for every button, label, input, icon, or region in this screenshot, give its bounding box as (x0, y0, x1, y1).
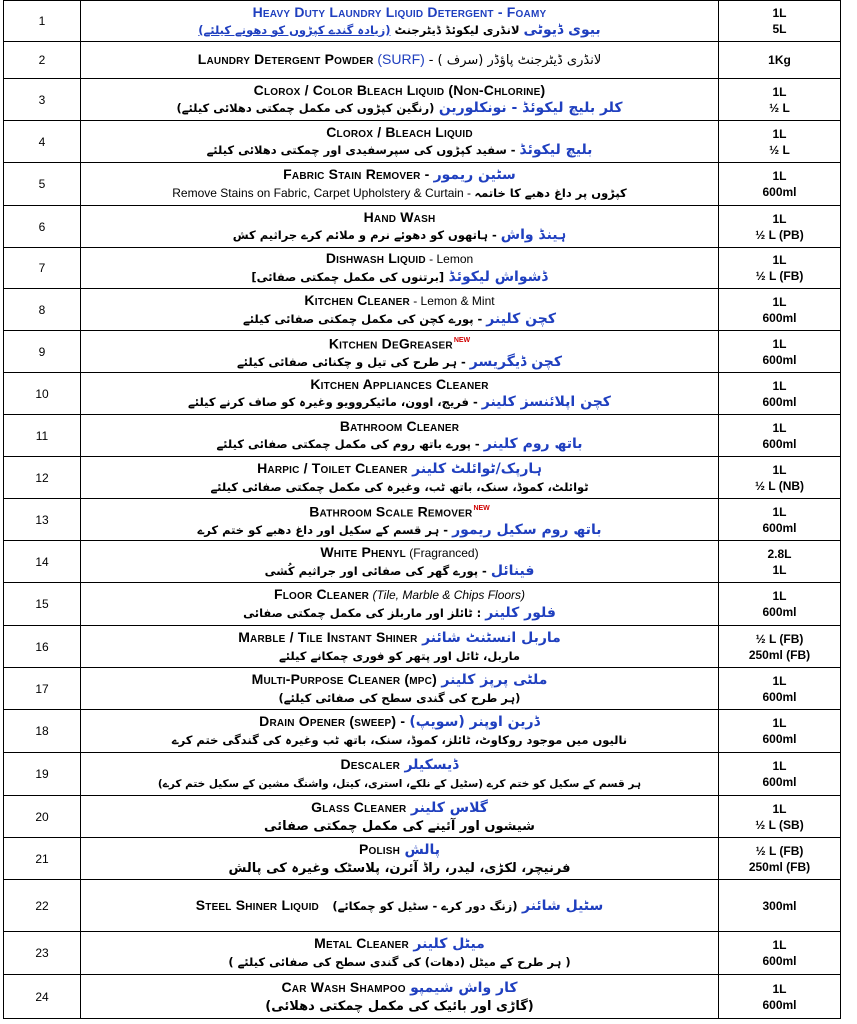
product-cell (81, 753, 719, 796)
table-row (4, 753, 841, 796)
product-name: Hand Wash (363, 209, 436, 225)
pack-size-cell (719, 79, 841, 121)
pack-size: 1L (772, 462, 787, 477)
pack-size: 1L (772, 378, 787, 393)
pack-size-cell (719, 626, 841, 668)
product-urdu-name: کچن اپلائنسز کلینر (481, 394, 611, 410)
product-urdu-name: ماربل انسٹنٹ شائنر (422, 629, 561, 646)
table-row (4, 331, 841, 373)
new-badge: NEW (453, 337, 471, 345)
product-cell: Drain Opener (sweep) - ڈرین اوپنر (سویپ) نالیوں میں موجود روکاوٹ، ٹائلز، کموڈ، سنک، باتھ ٹب وغیرہ کی گندگی ختم کرے (81, 710, 719, 753)
product-name: Laundry Detergent Powder (197, 51, 374, 67)
pack-size-cell (719, 541, 841, 583)
product-name: Descaler (340, 755, 400, 772)
product-cell: Heavy Duty Laundry Liquid Detergent - Foamy بیوی ڈیوٹی لانڈری لیکوئڈ ڈیٹرجنٹ (زیادہ گندے کپڑوں کو دھونے کیلئے) (81, 1, 719, 42)
row-number: 20 (4, 796, 81, 838)
pack-size: 5L (772, 22, 787, 36)
pack-size: 600ml (762, 185, 797, 199)
table-row (4, 206, 841, 248)
row-number: 13 (4, 499, 81, 541)
row-number: 9 (4, 331, 81, 373)
pack-size-cell (719, 331, 841, 373)
product-name: Drain Opener (sweep) (259, 713, 397, 729)
product-cell (81, 880, 719, 932)
product-urdu-name: کار واش شیمپو (410, 979, 518, 996)
pack-size: 1L (772, 294, 787, 309)
product-name: Kitchen DeGreaser (328, 335, 453, 352)
row-number: 11 (4, 415, 81, 457)
table-row (4, 796, 841, 838)
product-urdu-name: بیوی ڈیوٹی (523, 21, 601, 38)
row-number: 21 (4, 838, 81, 880)
pack-size: 600ml (762, 394, 797, 409)
row-number: 12 (4, 457, 81, 499)
table-row (4, 373, 841, 415)
product-urdu-description: ٹوائلٹ، کموڈ، سنک، باتھ ٹب، وغیرہ کی مکمل چمکتی صفائی کیلئے (210, 479, 589, 494)
product-name: Polish (358, 840, 401, 857)
product-urdu-description: - ہر قسم کے سکیل اور داغ دھبے کو ختم کرے (197, 522, 453, 537)
pack-size: 1Kg (768, 53, 791, 67)
row-number: 1 (4, 1, 81, 42)
pack-size: 1L (772, 673, 787, 688)
row-number: 7 (4, 248, 81, 289)
row-number: 23 (4, 932, 81, 975)
pack-size: 1L (772, 253, 787, 267)
pack-size-cell (719, 880, 841, 932)
product-cell (81, 121, 719, 163)
product-cell (81, 248, 719, 289)
product-cell (81, 975, 719, 1019)
row-number: 5 (4, 163, 81, 206)
product-urdu-name: کلر بلیچ لیکوئڈ - نونکلورین (438, 100, 623, 116)
pack-size-cell (719, 289, 841, 331)
table-row (4, 289, 841, 331)
row-number: 2 (4, 42, 81, 79)
product-urdu-name: کچن ڈیگریسر (469, 353, 563, 370)
product-urdu-name: میٹل کلینر (413, 936, 485, 952)
product-name: Kitchen Cleaner (304, 291, 410, 308)
product-name: Kitchen Appliances Cleaner (310, 376, 489, 392)
pack-size: ½ L (FB) (755, 843, 804, 858)
product-cell (81, 206, 719, 248)
pack-size: 1L (772, 6, 787, 20)
product-name: Metal Cleaner (314, 935, 409, 951)
product-variant: - Lemon (425, 252, 474, 266)
table-row (4, 79, 841, 121)
product-cell (81, 79, 719, 121)
product-urdu-name: سٹیل شائنر (522, 897, 604, 914)
pack-size: ½ L (SB) (755, 817, 804, 832)
product-urdu-description: ( ہر طرح کے میٹل (دھات) کی گندی سطح کی صفائی کیلئے ) (228, 955, 571, 969)
table-row (4, 668, 841, 710)
table-row (4, 1, 841, 42)
product-urdu-description: شیشوں اور آئینے کی مکمل چمکتی صفائی (264, 818, 535, 834)
pack-size: 1L (772, 420, 787, 435)
product-brand: (SURF) (373, 51, 429, 67)
pack-size-cell (719, 975, 841, 1019)
pack-size-cell (719, 457, 841, 499)
pack-size: 600ml (762, 775, 797, 789)
product-urdu-name: بلیچ لیکوئڈ (519, 142, 593, 158)
pack-size: 2.8L (767, 546, 792, 561)
product-english-description: Remove Stains on Fabric, Carpet Upholstery & Curtain - (172, 186, 475, 200)
product-urdu-description: لانڈری لیکوئڈ ڈیٹرجنٹ (390, 22, 524, 37)
table-row (4, 932, 841, 975)
product-cell (81, 541, 719, 583)
pack-size: 1L (772, 336, 787, 351)
row-number: 15 (4, 583, 81, 626)
table-row (4, 626, 841, 668)
pack-size-cell (719, 206, 841, 248)
product-name: Harpic / Toilet Cleaner (257, 459, 408, 476)
product-urdu-name: ملٹی پرپز کلینر (441, 671, 548, 688)
pack-size-cell (719, 121, 841, 163)
table-row (4, 838, 841, 880)
product-urdu-description: (ہر طرح کی گندی سطح کی صفائی کیلئے) (278, 690, 521, 705)
product-urdu-name: باتھ روم کلینر (483, 436, 583, 452)
pack-size: ½ L (769, 100, 790, 115)
product-urdu-description: (گاڑی اور بائیک کی مکمل چمکتی دھلائی) (265, 998, 534, 1014)
product-name: Heavy Duty Laundry Liquid Detergent (252, 3, 494, 20)
product-urdu-description: - ہر طرح کی تیل و چکنائی صفائی کیلئے (236, 354, 470, 369)
product-variant: (Tile, Marble & Chips Floors) (369, 588, 526, 602)
pack-size-cell (719, 373, 841, 415)
pack-size: 1L (772, 938, 787, 952)
product-cell (81, 932, 719, 975)
pack-size: 600ml (762, 954, 797, 968)
row-number: 22 (4, 880, 81, 932)
product-urdu-description: نالیوں میں موجود روکاوٹ، ٹائلز، کموڈ، سنک، باتھ ٹب وغیرہ کی گندگی ختم کرے (171, 733, 628, 747)
pack-size: 1L (772, 801, 787, 816)
product-cell (81, 331, 719, 373)
product-cell (81, 499, 719, 541)
product-variant: Foamy (506, 3, 547, 20)
row-number: 3 (4, 79, 81, 121)
product-name: Marble / Tile Instant Shiner (238, 628, 418, 645)
product-cell (81, 583, 719, 626)
pack-size: 1L (772, 84, 787, 99)
pack-size: 300ml (762, 898, 797, 913)
product-name: Bathroom Cleaner (339, 418, 460, 434)
pack-size: 600ml (762, 605, 797, 619)
product-urdu-name: فینائل (490, 562, 535, 579)
product-urdu-description: [برتنوں کی مکمل چمکتی صفائی] (251, 270, 445, 284)
pack-size: ½ L (FB) (755, 631, 804, 646)
table-row (4, 248, 841, 289)
pack-size-cell (719, 838, 841, 880)
table-row (4, 710, 841, 753)
pack-size: ½ L (FB) (755, 269, 804, 283)
product-urdu-description: فرنیچر، لکڑی، لیدر، راڈ آئرن، پلاسٹک وغیرہ کی پالش (228, 860, 571, 876)
row-number: 6 (4, 206, 81, 248)
product-cell (81, 668, 719, 710)
product-cell (81, 457, 719, 499)
product-urdu-name: سٹین ریمور (433, 167, 516, 183)
pack-size: 1L (772, 504, 787, 519)
table-row (4, 541, 841, 583)
pack-size-cell (719, 796, 841, 838)
pack-size-cell (719, 42, 841, 79)
pack-size-cell (719, 415, 841, 457)
pack-size: 1L (772, 562, 787, 577)
row-number: 8 (4, 289, 81, 331)
product-urdu-description: (زنگ دور کرے - سٹیل کو چمکائے) (332, 898, 518, 913)
product-urdu-name: پالش (404, 841, 441, 858)
product-name: White Phenyl (320, 543, 406, 560)
pack-size: ½ L (PB) (755, 227, 804, 242)
product-urdu-description: - سفید کپڑوں کی سپرسفیدی اور چمکتی دھلائی کیلئے (206, 143, 520, 157)
table-row (4, 457, 841, 499)
pack-size: 1L (772, 211, 787, 226)
product-urdu-name: ڈرین اوپنر (سویپ) (409, 714, 540, 730)
row-number: 10 (4, 373, 81, 415)
pack-size-cell (719, 932, 841, 975)
product-urdu-name: گلاس کلینر (410, 799, 488, 816)
pack-size-cell (719, 163, 841, 206)
product-variant: (Fragranced) (405, 545, 479, 560)
pack-size: 250ml (FB) (748, 859, 811, 874)
product-urdu-description: : ٹائلز اور ماربلز کی مکمل چمکتی صفائی (243, 606, 486, 620)
product-urdu-description: کپڑوں پر داغ دھبے کا خاتمہ (474, 186, 627, 200)
product-urdu-description: ہر قسم کے سکیل کو ختم کرے (سٹیل کے نلکے، استری، کیتل، واشنگ مشین کے سکیل ختم کرے) (157, 777, 642, 790)
new-badge: NEW (473, 505, 490, 513)
table-row (4, 975, 841, 1019)
product-urdu-name: ڈشواش لیکوئڈ (448, 269, 548, 285)
pack-size: 600ml (762, 732, 797, 746)
pack-size: 1L (772, 589, 787, 603)
row-number: 16 (4, 626, 81, 668)
product-variant: - Lemon & Mint (409, 293, 495, 308)
product-name: Glass Cleaner (311, 798, 407, 815)
product-name: Fabric Stain Remover (283, 166, 421, 182)
product-name: Dishwash Liquid (325, 250, 426, 266)
pack-size-cell (719, 710, 841, 753)
pack-size-cell (719, 248, 841, 289)
product-name: Floor Cleaner (273, 586, 370, 602)
product-urdu-name: کچن کلینر (486, 310, 556, 327)
pack-size: 1L (772, 716, 787, 730)
product-cell (81, 626, 719, 668)
product-urdu-name: فلور کلینر (485, 605, 556, 621)
product-cell (81, 796, 719, 838)
product-urdu-description: (رنگین کپڑوں کی مکمل چمکتی دھلائی کیلئے) (176, 101, 435, 115)
product-name: Bathroom Scale Remover (309, 503, 473, 520)
product-cell (81, 838, 719, 880)
pack-size: ½ L (NB) (754, 478, 805, 493)
product-urdu-description: - پورے باتھ روم کی مکمل چمکتی صفائی کیلئے (216, 437, 484, 451)
product-name: Clorox / Color Bleach Liquid (Non-Chlorine) (253, 82, 546, 98)
table-row (4, 499, 841, 541)
product-urdu-description: - فریج، اوون، مائیکروویو وغیرہ کو صاف کرنے کیلئے (188, 395, 482, 409)
table-row (4, 121, 841, 163)
pack-size: 1L (772, 169, 787, 183)
pack-size-cell (719, 668, 841, 710)
product-name: Clorox / Bleach Liquid (326, 124, 473, 140)
pack-size: 1L (772, 126, 787, 141)
product-urdu-note: (زیادہ گندے کپڑوں کو دھونے کیلئے) (198, 22, 391, 37)
row-number: 14 (4, 541, 81, 583)
table-row (4, 415, 841, 457)
pack-size: 600ml (762, 352, 797, 367)
pack-size: ½ L (769, 142, 790, 157)
product-urdu-description: - ہاتھوں کو دھوئے نرم و ملائم کرے جراثیم کش (232, 228, 501, 242)
pack-size: 600ml (762, 436, 797, 451)
row-number: 4 (4, 121, 81, 163)
product-urdu-description: ماربل، ٹائل اور پتھر کو فوری چمکانے کیلئے (278, 648, 521, 663)
product-cell: Fabric Stain Remover - سٹین ریمور Remove Stains on Fabric, Carpet Upholstery & Curtain - کپڑوں پر داغ دھبے کا خاتمہ (81, 163, 719, 206)
product-name: Multi-Purpose Cleaner (mpc) (251, 670, 437, 687)
product-urdu-name: ڈیسکیلر (404, 756, 459, 773)
pack-size: 250ml (FB) (748, 647, 811, 662)
row-number: 19 (4, 753, 81, 796)
pack-size-cell (719, 499, 841, 541)
product-urdu-description: - پورے کچن کی مکمل چمکتی صفائی کیلئے (242, 311, 487, 326)
pack-size: 1L (772, 981, 787, 996)
table-row (4, 583, 841, 626)
pack-size: 600ml (762, 689, 797, 704)
product-urdu-description: - پورے گھر کی صفائی اور جراثیم کُشی (264, 563, 491, 578)
product-urdu-name: باتھ روم سکیل ریمور (452, 521, 602, 538)
pack-size: 600ml (762, 310, 797, 325)
product-price-list-table (3, 0, 841, 1019)
pack-size-cell (719, 583, 841, 626)
product-cell (81, 373, 719, 415)
product-cell (81, 289, 719, 331)
product-cell (81, 42, 719, 79)
product-urdu-name: ہینڈ واش (500, 227, 567, 243)
table-row (4, 163, 841, 206)
table-row (4, 42, 841, 79)
product-urdu-name: - ( سرف) لانڈری ڈیٹرجنٹ پاؤڈر (428, 53, 602, 68)
pack-size: 600ml (762, 520, 797, 535)
row-number: 24 (4, 975, 81, 1019)
product-name: Steel Shiner Liquid (195, 896, 319, 913)
row-number: 17 (4, 668, 81, 710)
product-urdu-name: ہارپک/ٹوائلٹ کلینر (412, 460, 542, 477)
pack-size-cell (719, 753, 841, 796)
row-number: 18 (4, 710, 81, 753)
product-name: Car Wash Shampoo (281, 978, 406, 995)
pack-size: 600ml (762, 997, 797, 1012)
table-row (4, 880, 841, 932)
pack-size-cell (719, 1, 841, 42)
product-cell (81, 415, 719, 457)
pack-size: 1L (772, 759, 787, 773)
